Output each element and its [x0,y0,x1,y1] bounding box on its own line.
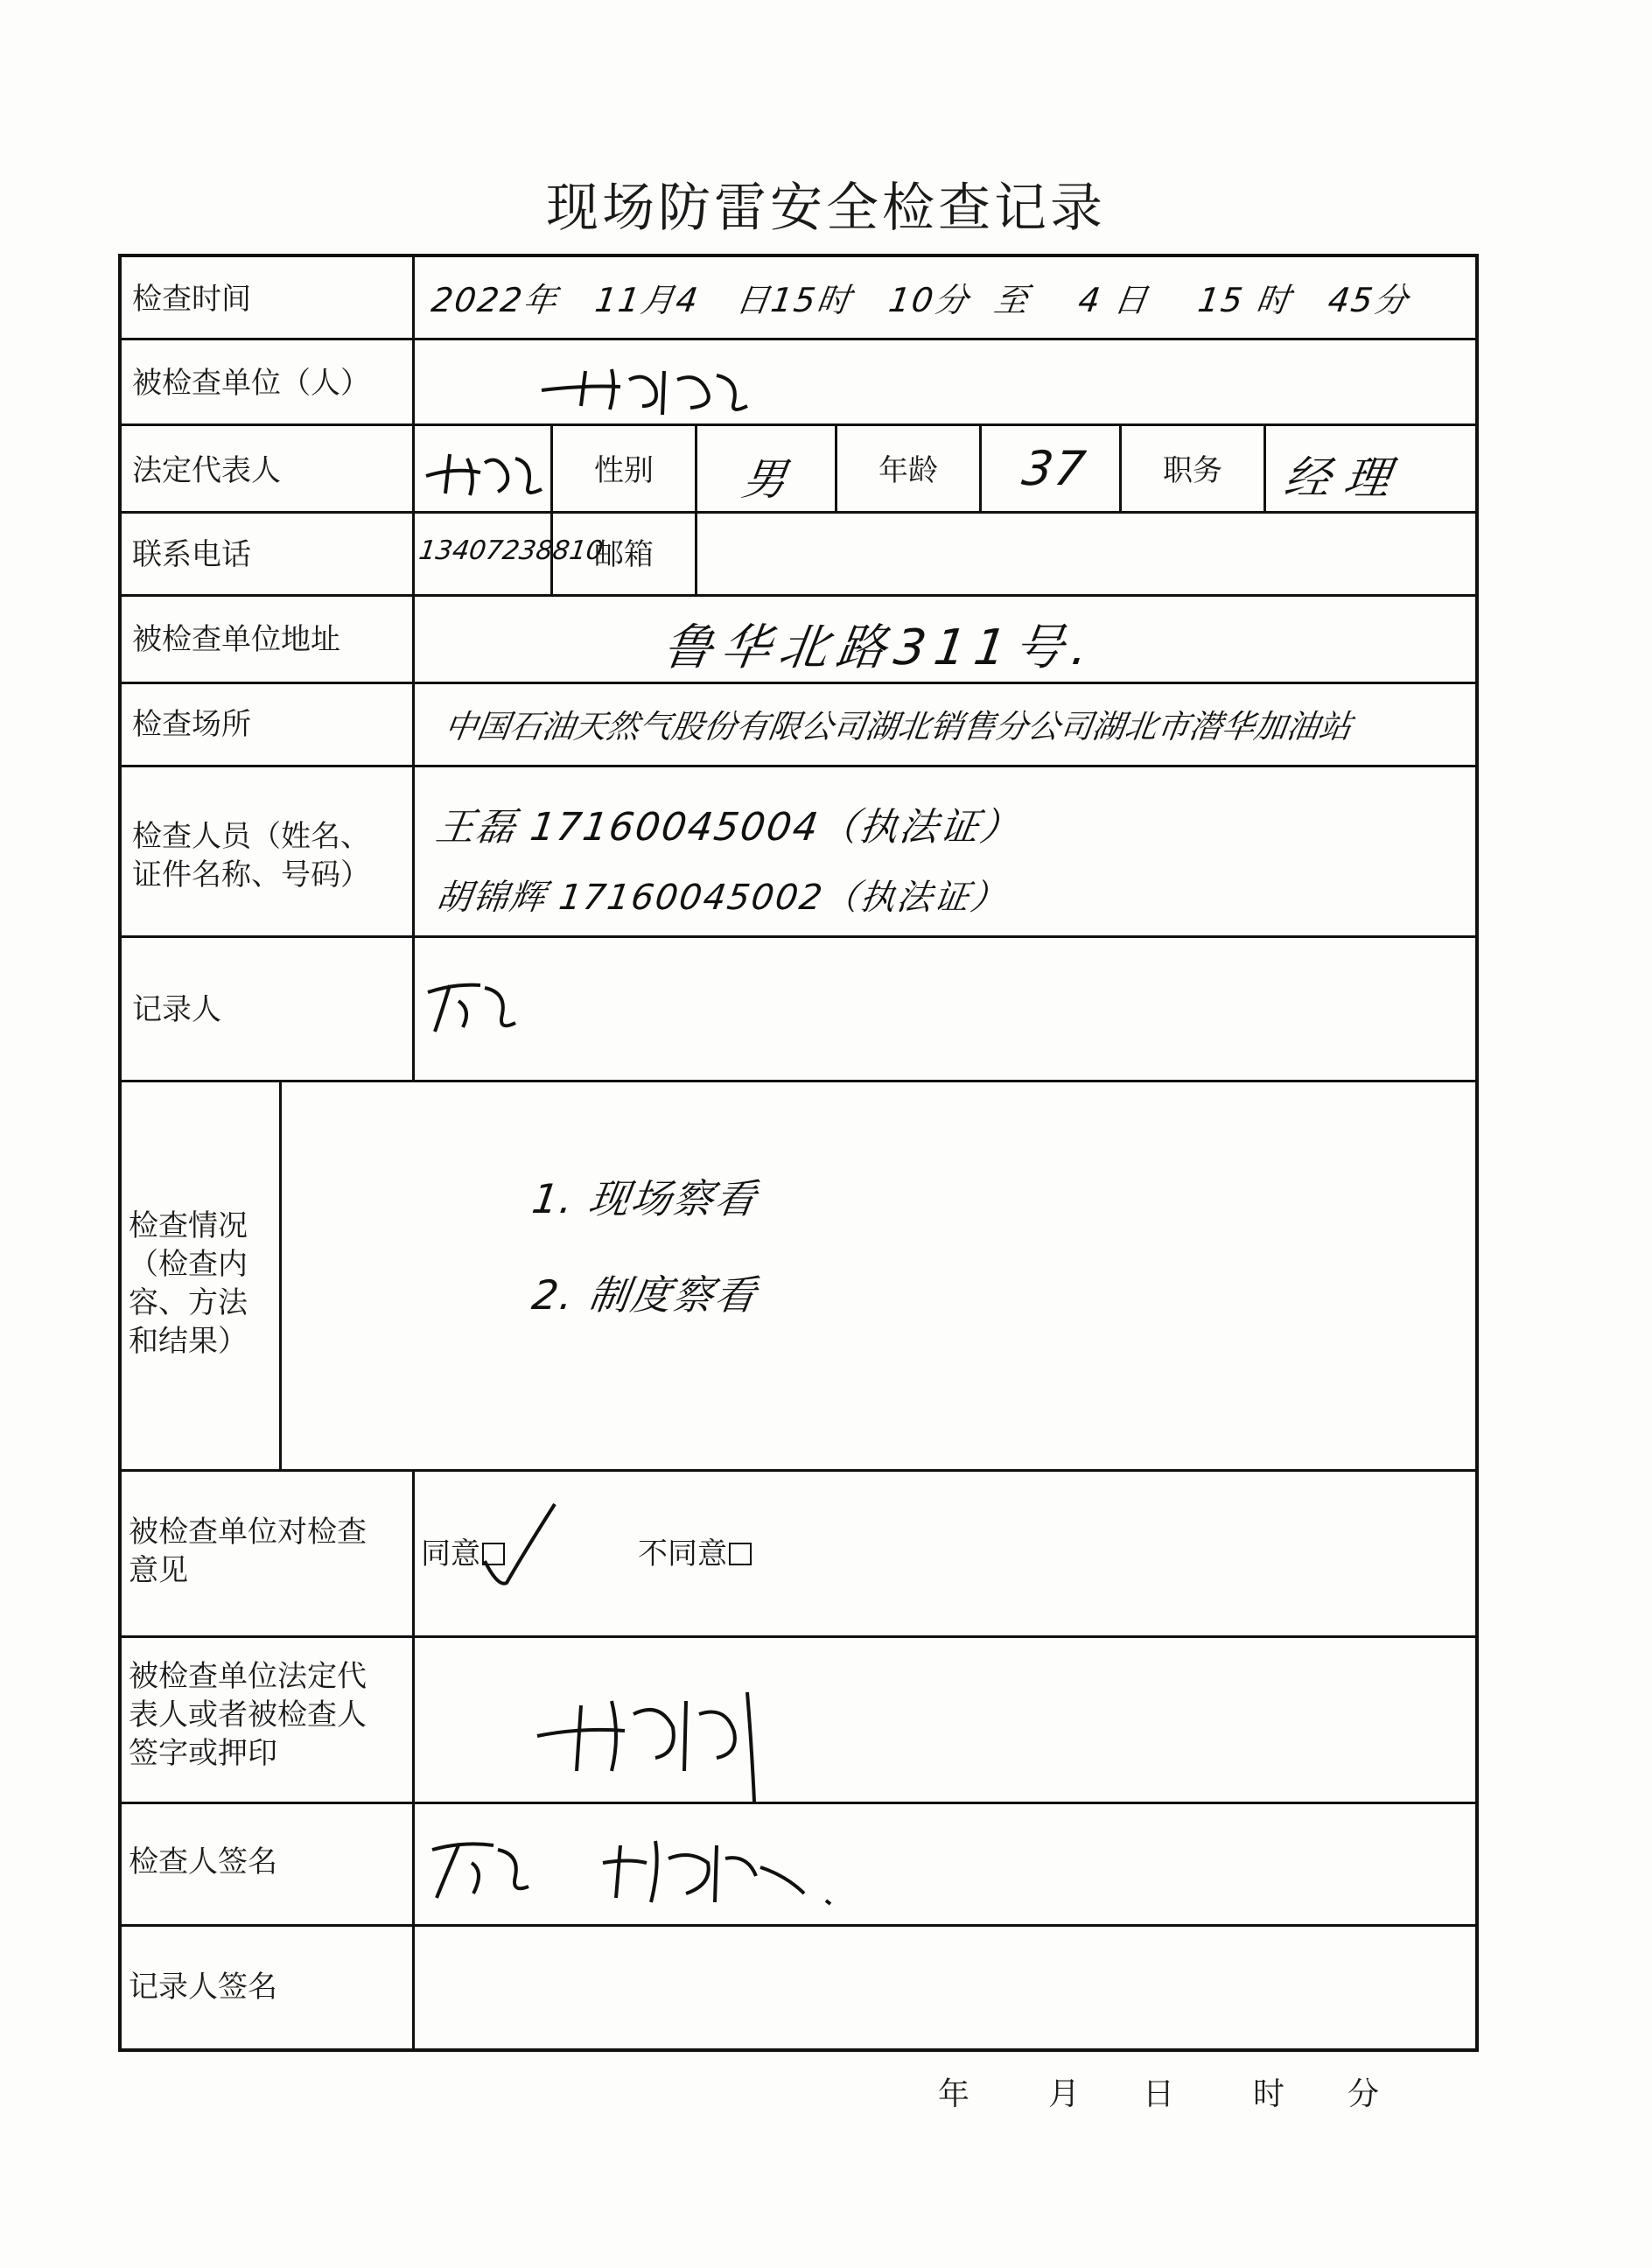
time-day-unit: 日 [733,281,774,319]
situation-item-2: 2. 制度察看 [528,1271,760,1319]
inspector-1-value: 王磊 17160045004（执法证） [432,805,1024,850]
footer-hour: 时 [1253,2076,1285,2112]
time-to: 至 [991,281,1032,319]
label-inspector-sign: 检查人签名 [129,1844,277,1880]
time-day: 4 [673,281,703,319]
inspection-form [118,254,1479,2052]
rep-signature-icon [528,1675,791,1806]
gender-value: 男 [738,454,792,505]
inspection-time-value [429,273,1413,321]
label-phone: 联系电话 [132,537,251,572]
time-hour: 15 [768,281,820,319]
label-rep-sign-line1: 被检查单位法定代 [129,1659,367,1694]
agree-label: 同意 [421,1536,480,1572]
label-situation-line3: 容、方法 [129,1285,248,1320]
checkmark-icon [480,1500,568,1596]
label-recorder: 记录人 [132,992,221,1027]
label-inspection-place: 检查场所 [132,707,251,742]
label-rep-sign-line2: 表人或者被检查人 [129,1698,367,1732]
label-email: 邮箱 [594,537,654,572]
time-year: 2022 [429,281,527,319]
inspector-2-value: 胡锦辉 17160045002（执法证） [433,878,1011,918]
situation-item-1: 1. 现场察看 [528,1175,760,1222]
inspector-signatures-icon [419,1824,874,1911]
age-value: 37 [1018,441,1091,496]
inspection-place-value: 中国石油天然气股份有限公司湖北销售分公司湖北市潜华加油站 [442,708,1354,746]
footer-day: 日 [1143,2076,1175,2112]
label-inspection-time: 检查时间 [132,282,251,317]
time-end-day: 4 [1075,281,1105,319]
label-legal-rep: 法定代表人 [132,453,281,488]
label-position: 职务 [1163,453,1222,488]
label-inspectors-line1: 检查人员（姓名、 [132,819,370,854]
label-address: 被检查单位地址 [132,622,340,657]
unit-signature-icon [533,354,760,424]
label-opinion-line1: 被检查单位对检查 [129,1515,367,1550]
time-end-hour-unit: 时 [1253,281,1295,319]
label-inspectors-line2: 证件名称、号码） [132,858,370,892]
time-end-hour: 15 [1195,281,1247,319]
disagree-checkbox[interactable] [729,1543,752,1565]
phone-value: 13407238810 [416,536,606,566]
time-month-unit: 月 [638,281,679,319]
label-rep-sign-line3: 签字或押印 [129,1736,277,1771]
footer-year: 年 [938,2076,970,2112]
disagree-label: 不同意 [638,1536,727,1572]
footer-month: 月 [1048,2076,1081,2112]
label-age: 年龄 [878,453,938,488]
time-end-day-unit: 日 [1111,281,1152,319]
label-inspected-unit: 被检查单位（人） [132,366,370,401]
label-opinion-line2: 意见 [129,1553,188,1588]
time-end-minute: 45 [1326,281,1377,319]
address-value: 鲁华北路311号. [659,620,1101,676]
recorder-signature-icon [419,966,533,1045]
legal-rep-signature-icon [419,441,550,507]
label-situation-line1: 检查情况 [129,1208,248,1243]
label-recorder-sign: 记录人签名 [129,1970,277,2005]
time-hour-unit: 时 [814,281,855,319]
label-situation-line4: 和结果） [129,1324,248,1359]
disagree-option[interactable] [638,1535,752,1573]
time-minute: 10 [886,281,938,319]
footer-minute: 分 [1348,2076,1380,2112]
label-gender: 性别 [594,453,654,488]
time-minute-unit: 分 [932,281,973,319]
time-month: 11 [592,281,644,319]
label-situation-line2: （检查内 [129,1247,248,1282]
position-value: 经理 [1281,452,1408,505]
time-end-minute-unit: 分 [1371,281,1412,319]
page-title: 现场防雷安全检查记录 [546,178,1106,239]
time-year-unit: 年 [521,281,562,319]
